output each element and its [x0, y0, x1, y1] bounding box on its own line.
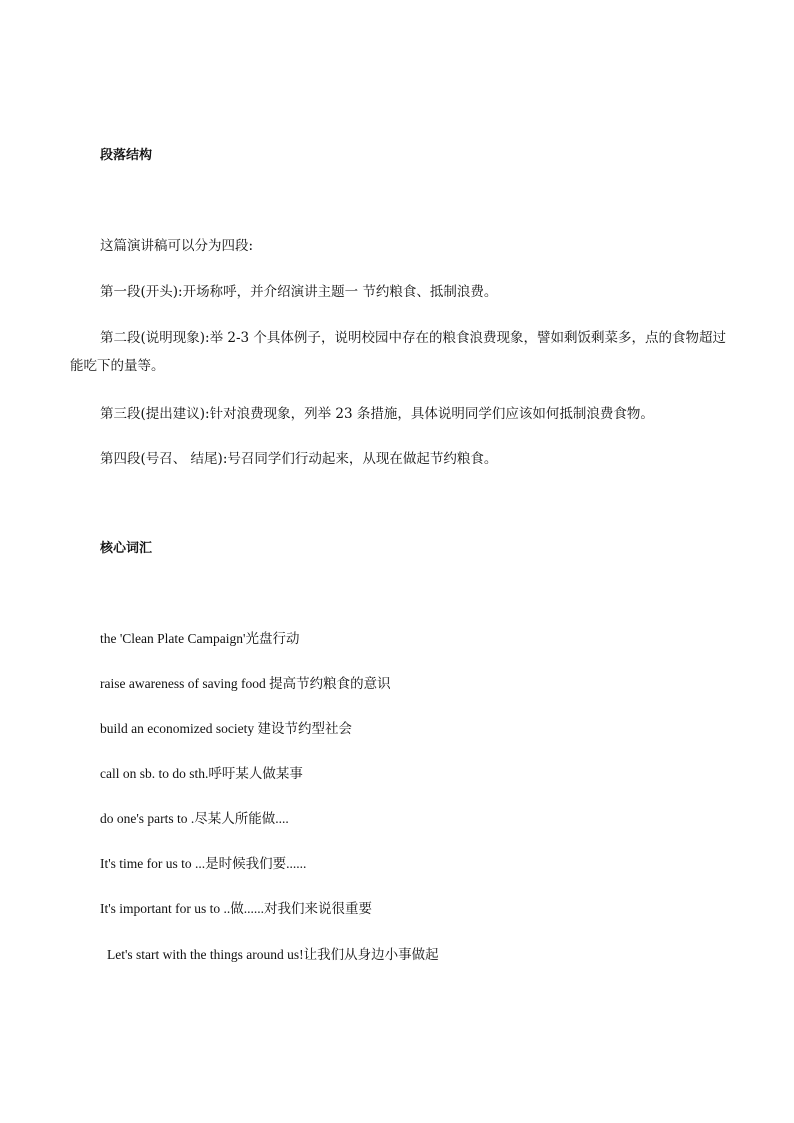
vocab-item: raise awareness of saving food 提高节约粮食的意识 [100, 676, 391, 691]
vocab-item: the 'Clean Plate Campaign'光盘行动 [100, 631, 300, 646]
vocab-item: It's important for us to ..做......对我们来说很重要 [100, 901, 373, 916]
structure-paragraph-2: 第二段(说明现象):举 2-3 个具体例子，说明校园中存在的粮食浪费现象，譬如剩饭剩菜多，点的食物超过能吃下的量等。 [70, 330, 726, 374]
structure-paragraph-3: 第三段(提出建议):针对浪费现象，列举 23 条措施，具体说明同学们应该如何抵制浪费食物。 [100, 406, 654, 422]
structure-paragraph-1: 第一段(开头):开场称呼，并介绍演讲主题一 节约粮食、抵制浪费。 [100, 284, 498, 300]
vocab-item: Let's start with the things around us!让我们从身边小事做起 [107, 947, 439, 962]
structure-intro: 这篇演讲稿可以分为四段: [100, 238, 254, 254]
structure-paragraph-4: 第四段(号召、 结尾):号召同学们行动起来，从现在做起节约粮食。 [100, 451, 498, 467]
section-heading-vocabulary: 核心词汇 [100, 541, 153, 556]
vocab-item: build an economized society 建设节约型社会 [100, 721, 352, 736]
vocab-item: call on sb. to do sth.呼吁某人做某事 [100, 766, 303, 781]
vocab-item: It's time for us to ...是时候我们要...... [100, 856, 307, 871]
section-heading-structure: 段落结构 [100, 148, 153, 163]
vocab-item: do one's parts to .尽某人所能做.... [100, 811, 289, 826]
